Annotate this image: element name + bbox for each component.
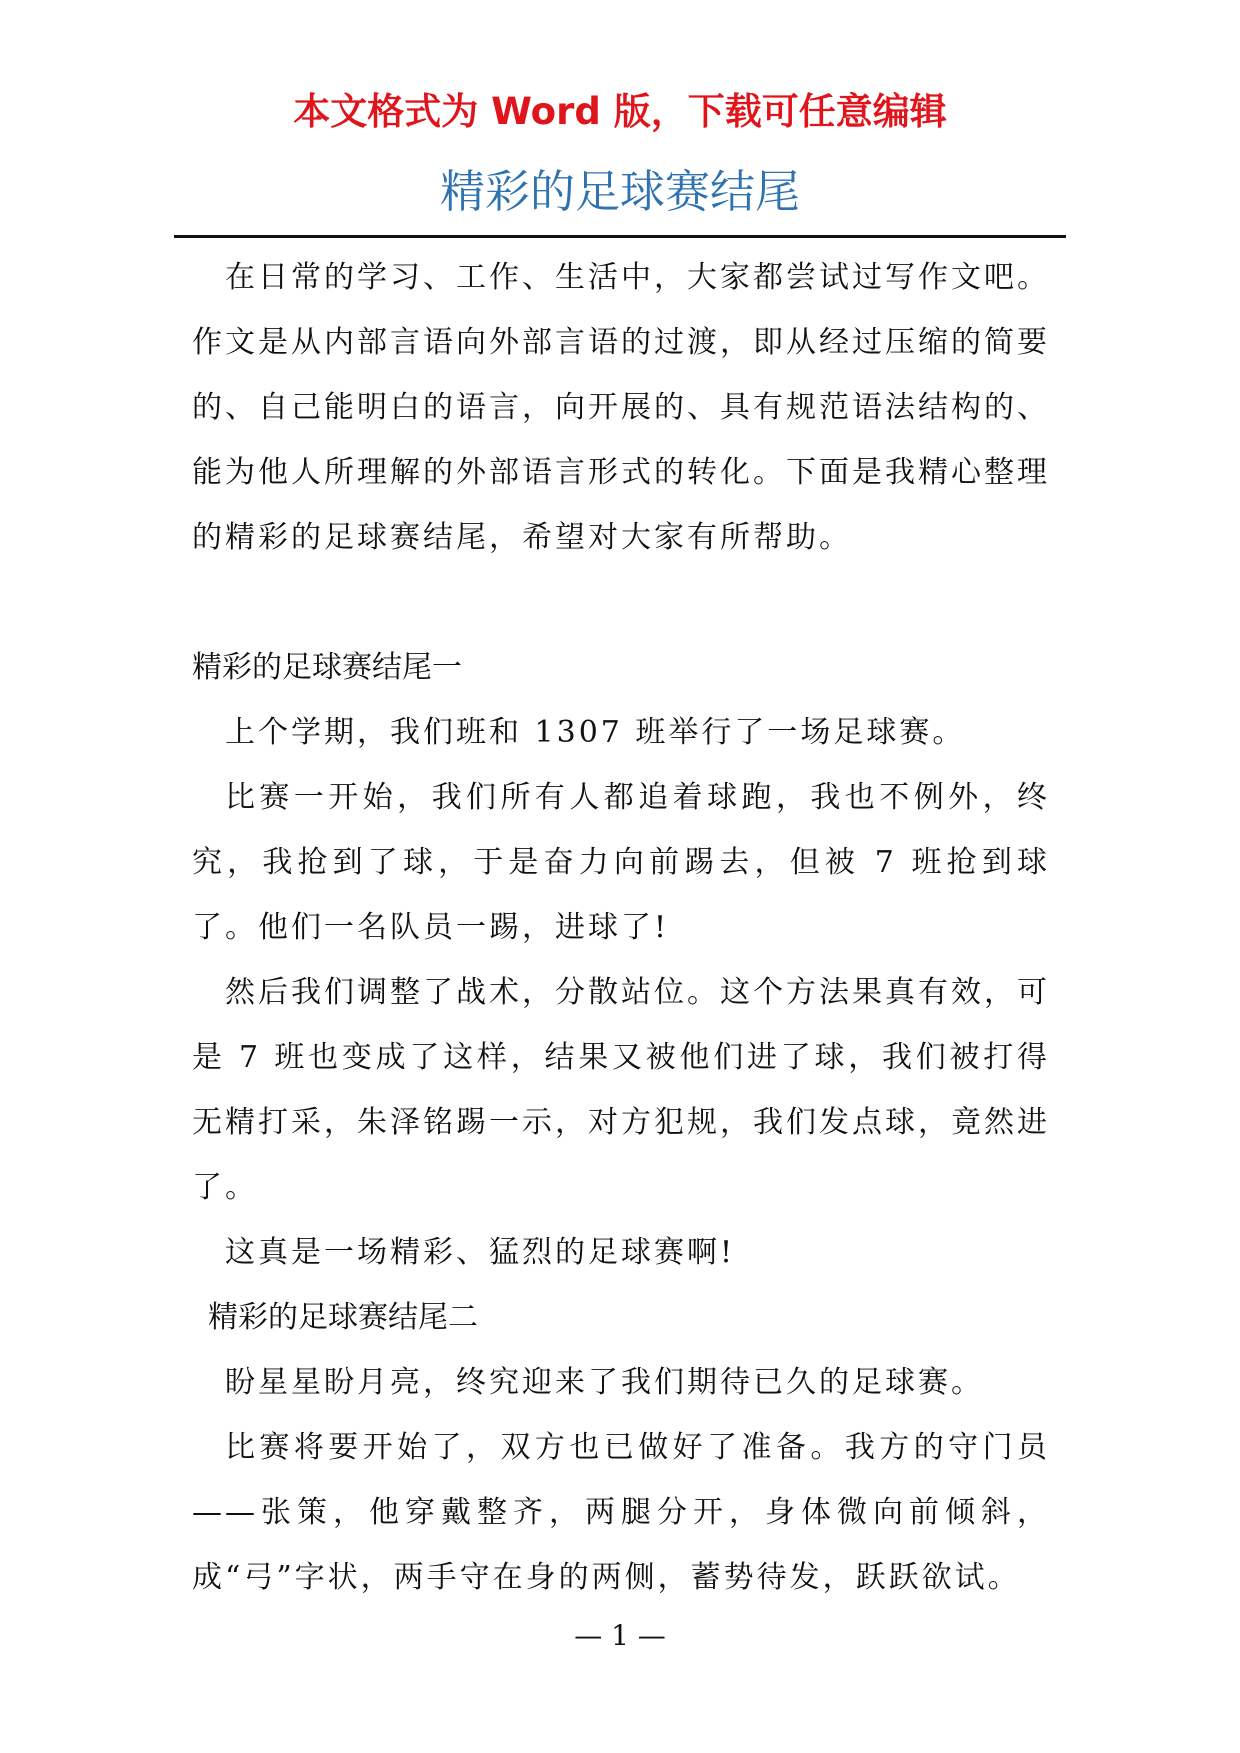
section-one-paragraph: 上个学期，我们班和 1307 班举行了一场足球赛。: [225, 715, 966, 750]
section-one-paragraph: 然后我们调整了战术，分散站位。这个方法果真有效，可是 7 班也变成了这样，结果又被他们进了球，我们被打得无精打采，朱泽铭踢一示，对方犯规，我们发点球，竟然进了。: [192, 975, 1050, 1205]
section-one-paragraph: 这真是一场精彩、猛烈的足球赛啊!: [225, 1235, 736, 1270]
blank-line: [192, 570, 1050, 635]
section-one-paragraph: 比赛一开始，我们所有人都追着球跑，我也不例外，终究，我抢到了球，于是奋力向前踢去，但被 7 班抢到球了。他们一名队员一踢，进球了!: [192, 780, 1050, 945]
format-notice-banner: 本文格式为 Word 版，下载可任意编辑: [293, 90, 947, 133]
section-two-paragraph: 比赛将要开始了，双方也已做好了准备。我方的守门员——张策，他穿戴整齐，两腿分开，身体微向前倾斜，成“弓”字状，两手守在身的两侧，蓄势待发，跃跃欲试。: [192, 1430, 1050, 1595]
page-number: — 1 —: [574, 1619, 666, 1652]
intro-paragraph: 在日常的学习、工作、生活中，大家都尝试过写作文吧。作文是从内部言语向外部言语的过渡，即从经过压缩的简要的、自己能明白的语言，向开展的、具有规范语法结构的、能为他人所理解的外部语言形式的转化。下面是我精心整理的精彩的足球赛结尾，希望对大家有所帮助。: [192, 260, 1050, 555]
section-heading-two: 精彩的足球赛结尾二: [208, 1300, 478, 1335]
document-body: [192, 245, 1050, 1610]
section-two-paragraph: 盼星星盼月亮，终究迎来了我们期待已久的足球赛。: [225, 1365, 984, 1400]
title-divider: [174, 235, 1066, 238]
section-heading-one: 精彩的足球赛结尾一: [192, 650, 462, 685]
document-title: 精彩的足球赛结尾: [439, 165, 800, 218]
